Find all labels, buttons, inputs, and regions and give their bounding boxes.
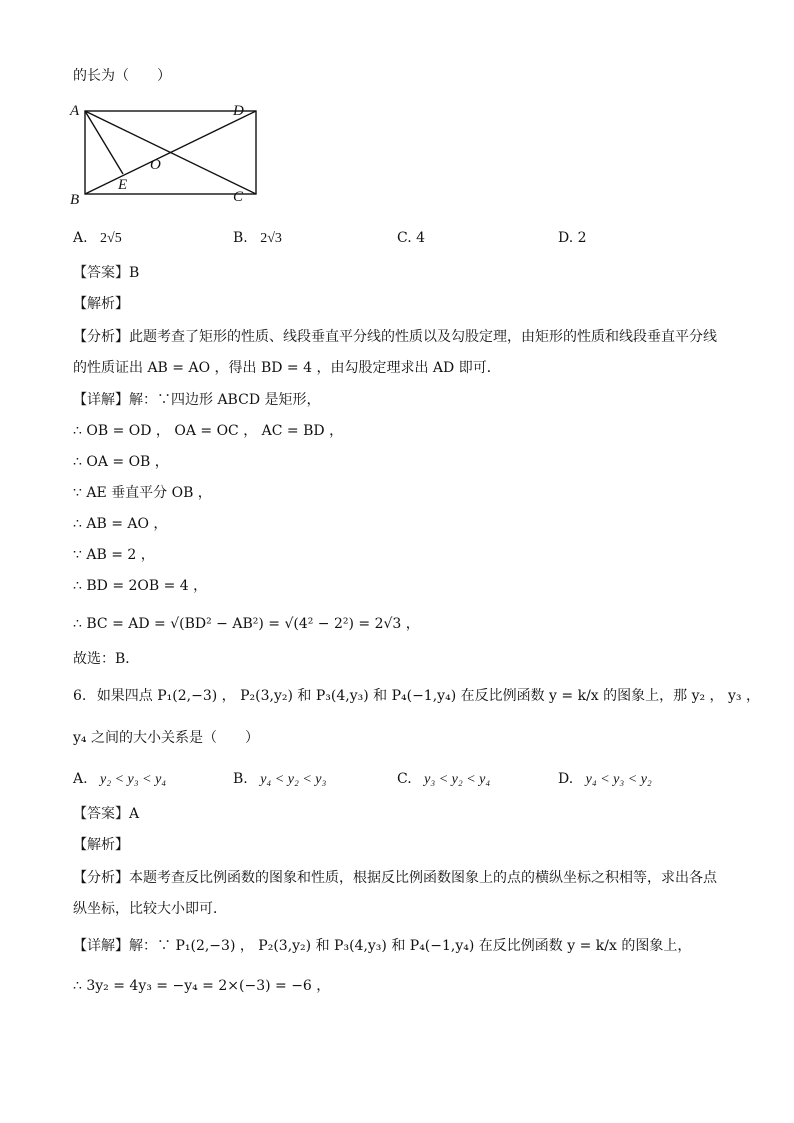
q5-choose: 故选：B．: [73, 651, 140, 667]
q5-option-b[interactable]: [233, 228, 282, 249]
answer-tag: 【答案】: [73, 265, 129, 281]
option-value: y₄ < y₃ < y₂: [585, 772, 652, 787]
q5-step7: ∴ BC = AD = √(BD² − AB²) = √(4² − 2²) = 2√3 ，: [73, 616, 420, 632]
q6-stem-line1: [73, 686, 760, 706]
option-value: y₃ < y₂ < y₄: [424, 772, 491, 787]
q5-fenxi-line1: [73, 327, 717, 347]
option-key: C.: [397, 771, 412, 787]
label-b: B: [70, 192, 80, 208]
q5-step4: ∴ AB = AO ，: [73, 516, 168, 532]
option-value: 4: [416, 230, 426, 246]
option-key: C.: [397, 230, 412, 246]
q5-step1: ∴ OB = OD ， OA = OC ， AC = BD ，: [73, 423, 344, 439]
q6-option-b[interactable]: [233, 769, 326, 790]
detail-text: 解：∵四边形 ABCD 是矩形，: [129, 392, 321, 408]
q6-detail-line1: [73, 936, 691, 956]
q5-detail-line1: [73, 390, 321, 410]
detail-tag: 【详解】: [73, 392, 129, 408]
q5-option-a[interactable]: [73, 228, 122, 249]
label-c: C: [233, 189, 244, 205]
q5-answer: [73, 263, 139, 283]
q6-stem-line2: y₄ 之间的大小关系是（ ）: [73, 730, 259, 746]
detail-text: 解：∵ P₁(2,−3) ， P₂(3,y₂) 和 P₃(4,y₃) 和 P₄(−1,y₄) 在反比例函数 y = k/x 的图象上，: [129, 938, 692, 954]
fenxi-tag: 【分析】: [73, 870, 129, 886]
question-number: 6.: [73, 688, 87, 704]
option-value: y₄ < y₂ < y₃: [260, 772, 327, 787]
q5-step2: ∴ OA = OB ，: [73, 454, 169, 470]
q6-answer: [73, 804, 139, 824]
q6-option-a[interactable]: [73, 769, 166, 790]
q5-stem-tail: 的长为（ ）: [73, 68, 171, 84]
label-o: O: [150, 157, 161, 173]
q5-step3: ∵ AE 垂直平分 OB ，: [73, 485, 212, 501]
q6-step1: ∴ 3y₂ = 4y₃ = −y₄ = 2×(−3) = −6 ，: [73, 978, 331, 994]
fenxi-text: 本题考查反比例函数的图象和性质，根据反比例函数图象上的点的横纵坐标之积相等，求出各点: [129, 870, 717, 886]
q5-option-d[interactable]: [558, 228, 587, 248]
label-d: D: [233, 103, 244, 119]
option-key: A.: [73, 771, 88, 787]
option-key: B.: [233, 230, 248, 246]
fenxi-text: 此题考查了矩形的性质、线段垂直平分线的性质以及勾股定理，由矩形的性质和线段垂直平分线: [129, 329, 717, 345]
q5-analysis-tag: 【解析】: [73, 296, 129, 312]
option-key: B.: [233, 771, 248, 787]
q5-option-c[interactable]: [397, 228, 425, 248]
option-value: 2√5: [100, 231, 122, 246]
q6-option-c[interactable]: [397, 769, 490, 790]
q5-fenxi-line2: 的性质证出 AB = AO ，得出 BD = 4 ，由勾股定理求出 AD 即可．: [73, 360, 501, 376]
q6-fenxi-line1: [73, 868, 717, 888]
q5-step6: ∴ BD = 2OB = 4 ，: [73, 578, 208, 594]
detail-tag: 【详解】: [73, 938, 129, 954]
option-key: A.: [73, 230, 88, 246]
option-key: D.: [558, 230, 574, 246]
label-a: A: [70, 103, 80, 119]
option-value: 2: [577, 230, 587, 246]
option-value: 2√3: [260, 231, 282, 246]
q6-fenxi-line2: 纵坐标，比较大小即可．: [73, 901, 227, 917]
rectangle-figure: [66, 100, 266, 210]
option-key: D.: [558, 771, 574, 787]
q6-analysis-tag: 【解析】: [73, 837, 129, 853]
option-value: y₂ < y₃ < y₄: [100, 772, 167, 787]
answer-value: B: [129, 265, 140, 281]
answer-tag: 【答案】: [73, 806, 129, 822]
label-e: E: [118, 177, 128, 193]
q5-step5: ∵ AB = 2 ，: [73, 547, 155, 563]
q6-option-d[interactable]: [558, 769, 652, 790]
answer-value: A: [129, 806, 140, 822]
fenxi-tag: 【分析】: [73, 329, 129, 345]
stem-text: 如果四点 P₁(2,−3) ， P₂(3,y₂) 和 P₃(4,y₃) 和 P₄(−1,y₄) 在反比例函数 y = k/x 的图象上，那 y₂ ， y₃ ，: [96, 688, 760, 704]
